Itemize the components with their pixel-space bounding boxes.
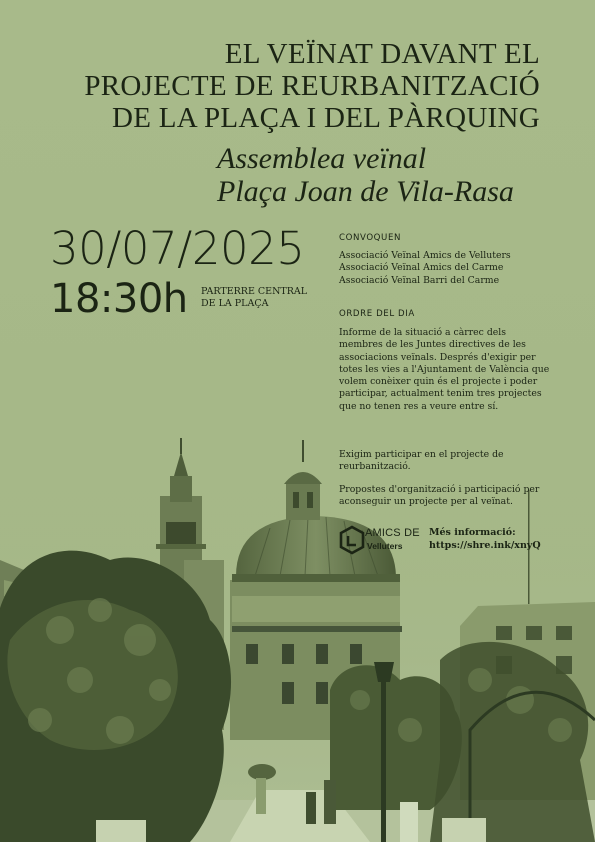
convoquen-item: Associació Veïnal Barri del Carme (339, 274, 500, 286)
ordre-paragraph: Propostes d'organització i participació per aconseguir un projecte per al veïnat. (339, 484, 540, 508)
poster-subtitle (119, 142, 539, 208)
place-line: DE LA PLAÇA (201, 298, 269, 309)
logo-line1: AMICS DE (365, 527, 420, 539)
subtitle-line: Assemblea veïnal (217, 142, 427, 175)
amics-velluters-logo (339, 524, 425, 558)
subtitle-line: Plaça Joan de Vila-Rasa (217, 175, 514, 208)
more-info-link[interactable]: https://shre.ink/xnyQ (429, 540, 541, 551)
place-line: PARTERRE CENTRAL (201, 286, 308, 297)
event-place (201, 286, 307, 310)
title-line: DE LA PLAÇA I DEL PÀRQUING (111, 102, 540, 134)
title-line: PROJECTE DE REURBANITZACIÓ (84, 70, 540, 102)
more-info (429, 526, 541, 552)
amics-velluters-logo-icon (339, 525, 365, 557)
ordre-heading: ORDRE DEL DIA (339, 309, 415, 319)
logo-line2: Velluters (367, 541, 403, 551)
poster-title (40, 38, 540, 134)
convoquen-list (339, 250, 551, 287)
event-date: 30/07/2025 (50, 222, 305, 275)
convoquen-item: Associació Veïnal Amics del Carme (339, 262, 504, 274)
event-time: 18:30h (50, 276, 188, 322)
convoquen-heading: CONVOQUEN (339, 233, 401, 243)
title-line: EL VEÏNAT DAVANT EL (224, 38, 540, 70)
ordre-paragraph: Exigim participar en el projecte de reurbanització. (339, 449, 504, 473)
convoquen-item: Associació Veïnal Amics de Velluters (339, 250, 511, 261)
more-info-label: Més informació: (429, 527, 516, 538)
ordre-paragraph: Informe de la situació a càrrec dels membres de les Juntes directives de les associacions veïnals. Després d'exigir per totes les vies a l'Ajuntament de València que volem conèixer quin és el projecte i poder participar, actualment tenim tres projectes que no tenen res a veure entre sí. (339, 327, 550, 412)
